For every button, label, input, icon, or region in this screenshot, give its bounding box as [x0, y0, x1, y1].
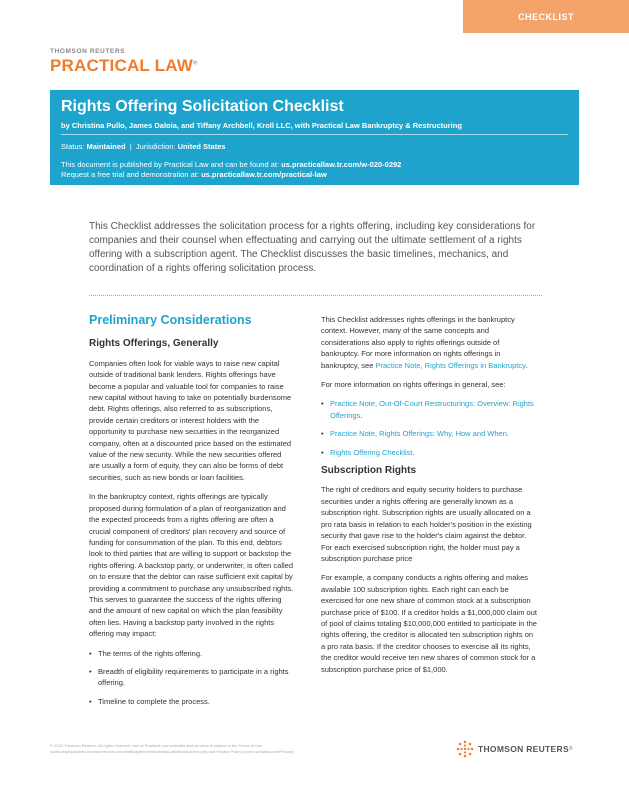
free-trial-link[interactable]: us.practicallaw.tr.com/practical-law	[201, 170, 327, 179]
document-status: Status: Maintained | Jurisdiction: United States	[61, 142, 226, 151]
left-column	[89, 315, 294, 714]
document-title: Rights Offering Solicitation Checklist	[61, 98, 344, 115]
body-paragraph: Companies often look for viable ways to raise new capital outside of traditional bank lenders. Rights offerings have become a popular and valuable tool for companies to raise new capital without having to take on potentially burdensome debt. Rights offerings, also referred to as subscriptions, provide certain creditors or interest holders with the opportunity to purchase new securities in the reorganized company, often at a discounted price based on the estimated value of the new security. While the new securities offered are usually a form of equity, they can also be forms of debt securities, such as new bonds or loan facilities.	[89, 358, 292, 482]
status-value: Maintained	[86, 142, 126, 151]
body-paragraph: This Checklist addresses rights offerings in the bankruptcy context. However, many of the same concepts and considerations also apply to rights offerings outside of bankruptcy. For more information on rights offerings in bankruptcy, see Practice Note, Rights Offerings in Bankruptcy.	[321, 315, 528, 370]
related-links-list	[321, 398, 539, 458]
document-url-link[interactable]: us.practicallaw.tr.com/w-020-0292	[281, 160, 402, 169]
list-item: • Breadth of eligibility requirements to participate in a rights offering.	[89, 666, 294, 689]
document-banner	[50, 90, 579, 185]
body-paragraph: For more information on rights offerings in general, see:	[321, 380, 506, 390]
rights-offering-checklist-link[interactable]: Rights Offering Checklist	[330, 447, 413, 457]
rights-offerings-why-how-link[interactable]: Practice Note, Rights Offerings: Why, How and When	[330, 429, 507, 439]
jurisdiction-value: United States	[177, 142, 226, 151]
section-heading-preliminary: Preliminary Considerations	[89, 313, 252, 327]
dotted-separator	[89, 295, 542, 296]
impact-list	[89, 648, 294, 708]
banner-divider	[61, 134, 568, 135]
out-of-court-restructurings-link[interactable]: Practice Note, Out-Of-Court Restructurings: Overview: Rights Offerings	[330, 399, 534, 420]
body-paragraph: In the bankruptcy context, rights offerings are typically proposed during formulation of a plan of reorganization and the expected proceeds from a rights offering are often a crucial component of creditors' plan recovery and source of funding for consummation of the plan. To this end, debtors look to third parties that are willing to support or backstop the rights offering. A backstop party, or underwriter, is often called on to ensure that the debtor can raise sufficient exit capital by providing a commitment to purchase any unsubscribed rights. This serves to guarantee the success of the rights offering and the amount of new capital on which the plan feasibility often lies. Having a backstop party involved in the rights offering may impact:	[89, 492, 294, 639]
brand-big-text: PRACTICAL LAW®	[50, 56, 198, 75]
document-type-tag: CHECKLIST	[463, 0, 629, 33]
list-item: • Practice Note, Rights Offerings: Why, How and When.	[321, 428, 539, 439]
intro-paragraph: This Checklist addresses the solicitation process for a rights offering, including key considerations for companies and their counsel when effectuating and carrying out the ultimate settlement of a rights offering with a subscription agent. The Checklist discusses the basic timelines, mechanics, and coordination of a rights offering solicitation process.	[89, 221, 536, 274]
right-column	[321, 314, 539, 683]
copyright-notice: © 2022 Thomson Reuters. All rights reserved. Use of Practical Law websites and services is subject to the Terms of Use (static.legalsolutions.thomsonreuters.com/static/agreement/westlaw-additional-terms.pdf) and Privacy Policy (a.next.westlaw.com/Privacy).	[50, 743, 295, 754]
body-paragraph: For example, a company conducts a rights offering and makes available 100 subscription rights. Each right can each be exercised for one new share of common stock at a subscription purchase price of $100. If a creditor holds a $1,000,000 claim out of pool of claims totaling $10,000,000 entitled to participate in the rights offering, the creditor is allocated ten subscription rights on a pro rata basis. If the creditor chooses to exercise all its rights, the creditor would receive ten new shares of common stock for a subscription purchase price of $1,000.	[321, 573, 537, 674]
list-item: • Rights Offering Checklist.	[321, 447, 539, 458]
list-item: • Practice Note, Out-Of-Court Restructurings: Overview: Rights Offerings.	[321, 398, 539, 421]
rights-offerings-bankruptcy-link[interactable]: Practice Note, Rights Offerings in Bankruptcy	[375, 360, 526, 370]
subheading-rights-offerings: Rights Offerings, Generally	[89, 338, 219, 350]
publication-info: This document is published by Practical Law and can be found at: us.practicallaw.tr.com/w-020-0292 Request a free trial and demonstration at: us.practicallaw.tr.com/practical-law	[61, 160, 402, 179]
thomson-reuters-logo: THOMSON REUTERS ®	[456, 740, 573, 758]
body-paragraph: The right of creditors and equity security holders to purchase securities under a rights offering are generally known as a subscription right. Subscription rights are usually allocated on a pro rata basis in relation to each holder's position in the existing security that gave rise to the holder's claim against the debtor. For each exercised subscription right, the holder must pay a subscription purchase price	[321, 485, 532, 563]
brand-small-text: THOMSON REUTERS	[50, 48, 126, 55]
document-authors: by Christina Pullo, James Daloia, and Tiffany Archbell, Kroll LLC, with Practical Law Bankruptcy & Restructuring	[61, 121, 462, 130]
thomson-reuters-logo-text: THOMSON REUTERS	[478, 744, 569, 754]
practical-law-logo	[50, 48, 198, 76]
subheading-subscription-rights: Subscription Rights	[321, 465, 416, 477]
list-item: • The terms of the rights offering.	[89, 648, 294, 659]
list-item: • Timeline to complete the process.	[89, 696, 294, 707]
thomson-reuters-dots-icon	[456, 740, 474, 758]
